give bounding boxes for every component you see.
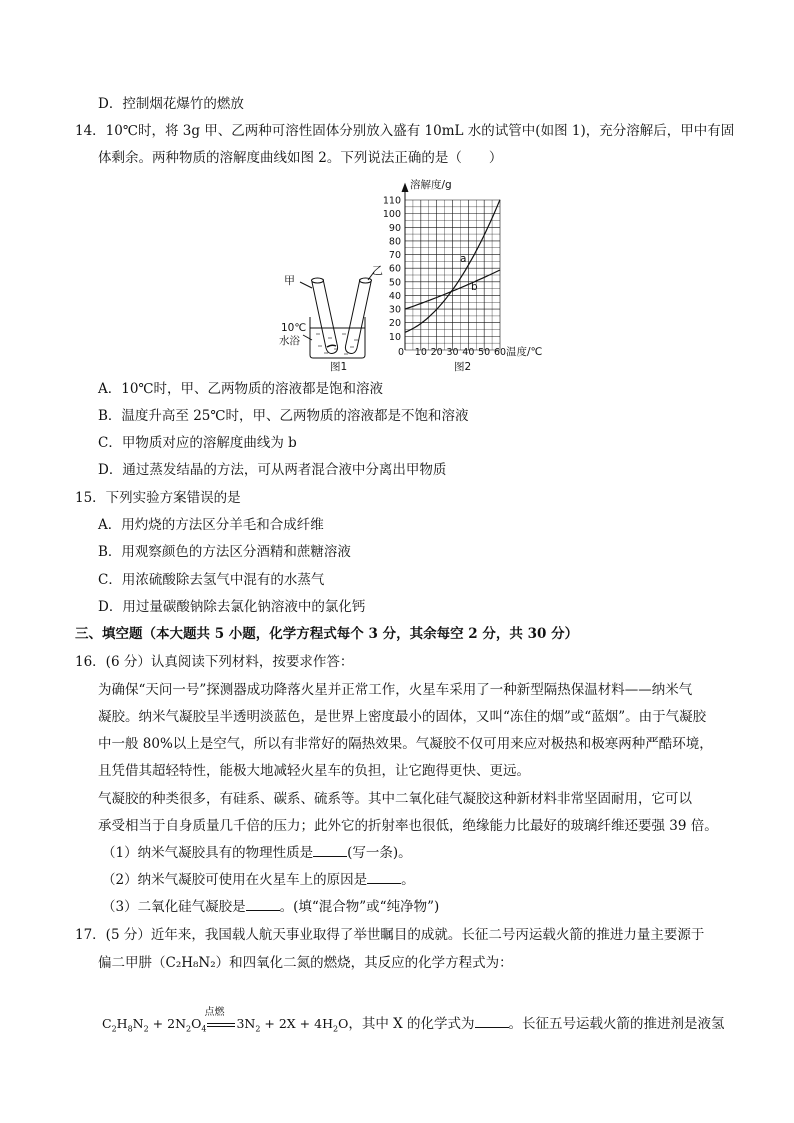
x-tick-label: 20 <box>430 347 443 358</box>
q14-stem-line1: 14．10℃时，将 3g 甲、乙两种可溶性固体分别放入盛有 10mL 水的试管中(如图 1)，充分溶解后，甲中有固 <box>75 123 735 139</box>
y-tick-label: 80 <box>388 236 401 248</box>
q15-option-c: C．用浓硫酸除去氢气中混有的水蒸气 <box>98 572 325 588</box>
q17-after-text: ，其中 X 的化学式为 <box>348 1016 475 1032</box>
q15-option-b: B．用观察颜色的方法区分酒精和蔗糖溶液 <box>98 544 351 560</box>
section-3-heading: 三、填空题（本大题共 5 小题，化学方程式每个 3 分，其余每空 2 分，共 30 分） <box>75 626 579 642</box>
q13-option-d: D．控制烟花爆竹的燃放 <box>98 96 244 112</box>
y-tick-label: 60 <box>388 263 401 275</box>
q14-stem-line2: 体剩余。两种物质的溶解度曲线如图 2。下列说法正确的是（ ） <box>98 150 503 166</box>
x-axis-label: 温度/℃ <box>506 346 543 358</box>
label-yi: 乙 <box>372 264 383 277</box>
equation-products: $3N_2 + 2X + 4H_2O$ <box>236 1016 349 1034</box>
q16-para1-line1: 为确保“天问一号”探测器成功降落火星并正常工作，火星车采用了一种新型隔热保温材料——纳米气 <box>98 682 693 698</box>
q16-para1-line3: 中一般 80%以上是空气，所以有非常好的隔热效果。气凝胶不仅可用来应对极热和极寒两种严酷环境， <box>98 736 713 752</box>
q15-option-d: D．用过量碳酸钠除去氯化钠溶液中的氯化钙 <box>98 599 366 615</box>
answer-blank[interactable] <box>313 844 347 857</box>
x-tick-label: 60 <box>493 347 507 358</box>
curve-b-label: b <box>471 281 478 293</box>
q16-sub1-tail: (写一条)。 <box>347 845 412 861</box>
answer-blank[interactable] <box>367 871 401 884</box>
q16-sub3 <box>102 897 439 917</box>
q14-option-b: B．温度升高至 25℃时，甲、乙两物质的溶液都是不饱和溶液 <box>98 408 469 424</box>
q16-sub2-text: （2）纳米气凝胶可使用在火星车上的原因是 <box>102 872 368 888</box>
x-tick-label: 40 <box>462 347 475 358</box>
q15-option-a: A．用灼烧的方法区分羊毛和合成纤维 <box>98 517 324 533</box>
x-tick-label: 0 <box>397 347 405 358</box>
y-tick-label: 90 <box>388 222 401 234</box>
equation-reactants: $C_2H_8N_2 + 2N_2O_4$ <box>102 1016 207 1034</box>
q16-para1-line4: 且凭借其超轻特性，能极大地减轻火星车的负担，让它跑得更快、更远。 <box>98 763 530 779</box>
y-tick-label: 70 <box>388 250 401 262</box>
q16-sub1-text: （1）纳米气凝胶具有的物理性质是 <box>102 845 314 861</box>
bath-label: 水浴 <box>279 335 300 347</box>
x-tick-label: 10 <box>414 347 427 358</box>
y-tick-label: 100 <box>382 209 401 221</box>
q16-sub3-text: （3）二氧化硅气凝胶是 <box>102 899 246 915</box>
q16-sub2-tail: 。 <box>401 872 415 888</box>
answer-blank[interactable] <box>246 898 280 911</box>
figure-2-chart <box>383 178 542 373</box>
y-axis-label: 溶解度/g <box>410 179 452 191</box>
y-tick-label: 50 <box>388 277 401 289</box>
y-tick-label: 40 <box>388 290 401 302</box>
figure-2-caption: 图2 <box>454 361 472 373</box>
figure-1-apparatus <box>300 272 374 358</box>
q17-stem-line1: 17．(5 分）近年来，我国载人航天事业取得了举世瞩目的成就。长征二号丙运载火箭的推进力量主要源于 <box>75 927 705 943</box>
q17-after-tail: 。长征五号运载火箭的推进剂是液氢 <box>508 1016 725 1032</box>
y-tick-label: 110 <box>382 195 401 207</box>
q16-para2-line1: 气凝胶的种类很多，有硅系、碳系、硫系等。其中二氧化硅气凝胶这种新材料非常坚固耐用，它可以 <box>98 791 692 807</box>
q14-figures <box>270 172 560 377</box>
x-tick-label: 30 <box>446 347 459 358</box>
q16-sub3-tail: 。(填“混合物”或“纯净物”) <box>279 899 440 915</box>
q15-stem: 15．下列实验方案错误的是 <box>75 490 241 506</box>
q14-option-a: A．10℃时，甲、乙两物质的溶液都是饱和溶液 <box>98 381 384 397</box>
answer-blank[interactable] <box>475 1015 509 1028</box>
label-jia: 甲 <box>284 274 295 287</box>
bath-temp: 10℃ <box>281 322 307 334</box>
y-tick-label: 30 <box>388 304 401 316</box>
x-tick-label: 50 <box>478 347 491 358</box>
q14-option-d: D．通过蒸发结晶的方法，可从两者混合液中分离出甲物质 <box>98 462 447 478</box>
q16-sub2 <box>102 870 415 890</box>
q16-stem: 16．(6 分）认真阅读下列材料，按要求作答： <box>75 654 354 670</box>
q16-sub1 <box>102 843 412 863</box>
condition-label: 点燃 <box>204 1007 225 1018</box>
q14-option-c: C．甲物质对应的溶解度曲线为 b <box>98 435 297 451</box>
q16-para2-line2: 承受相当于自身质量几千倍的压力；此外它的折射率也很低，绝缘能力比最好的玻璃纤维还要强 39 倍。 <box>98 818 718 834</box>
y-tick-label: 20 <box>388 318 401 330</box>
curve-a-label: a <box>460 253 467 265</box>
reaction-condition <box>204 1007 236 1031</box>
q17-stem-line2: 偏二甲肼（C₂H₈N₂）和四氧化二氮的燃烧，其反应的化学方程式为： <box>98 955 513 971</box>
chemical-equation <box>102 1007 725 1034</box>
figure-1-caption: 图1 <box>330 361 348 373</box>
y-tick-label: 10 <box>388 331 401 343</box>
q16-para1-line2: 凝胶。纳米气凝胶呈半透明淡蓝色，是世界上密度最小的固体，又叫“冻住的烟”或“蓝烟”。由于气凝胶 <box>98 709 707 725</box>
